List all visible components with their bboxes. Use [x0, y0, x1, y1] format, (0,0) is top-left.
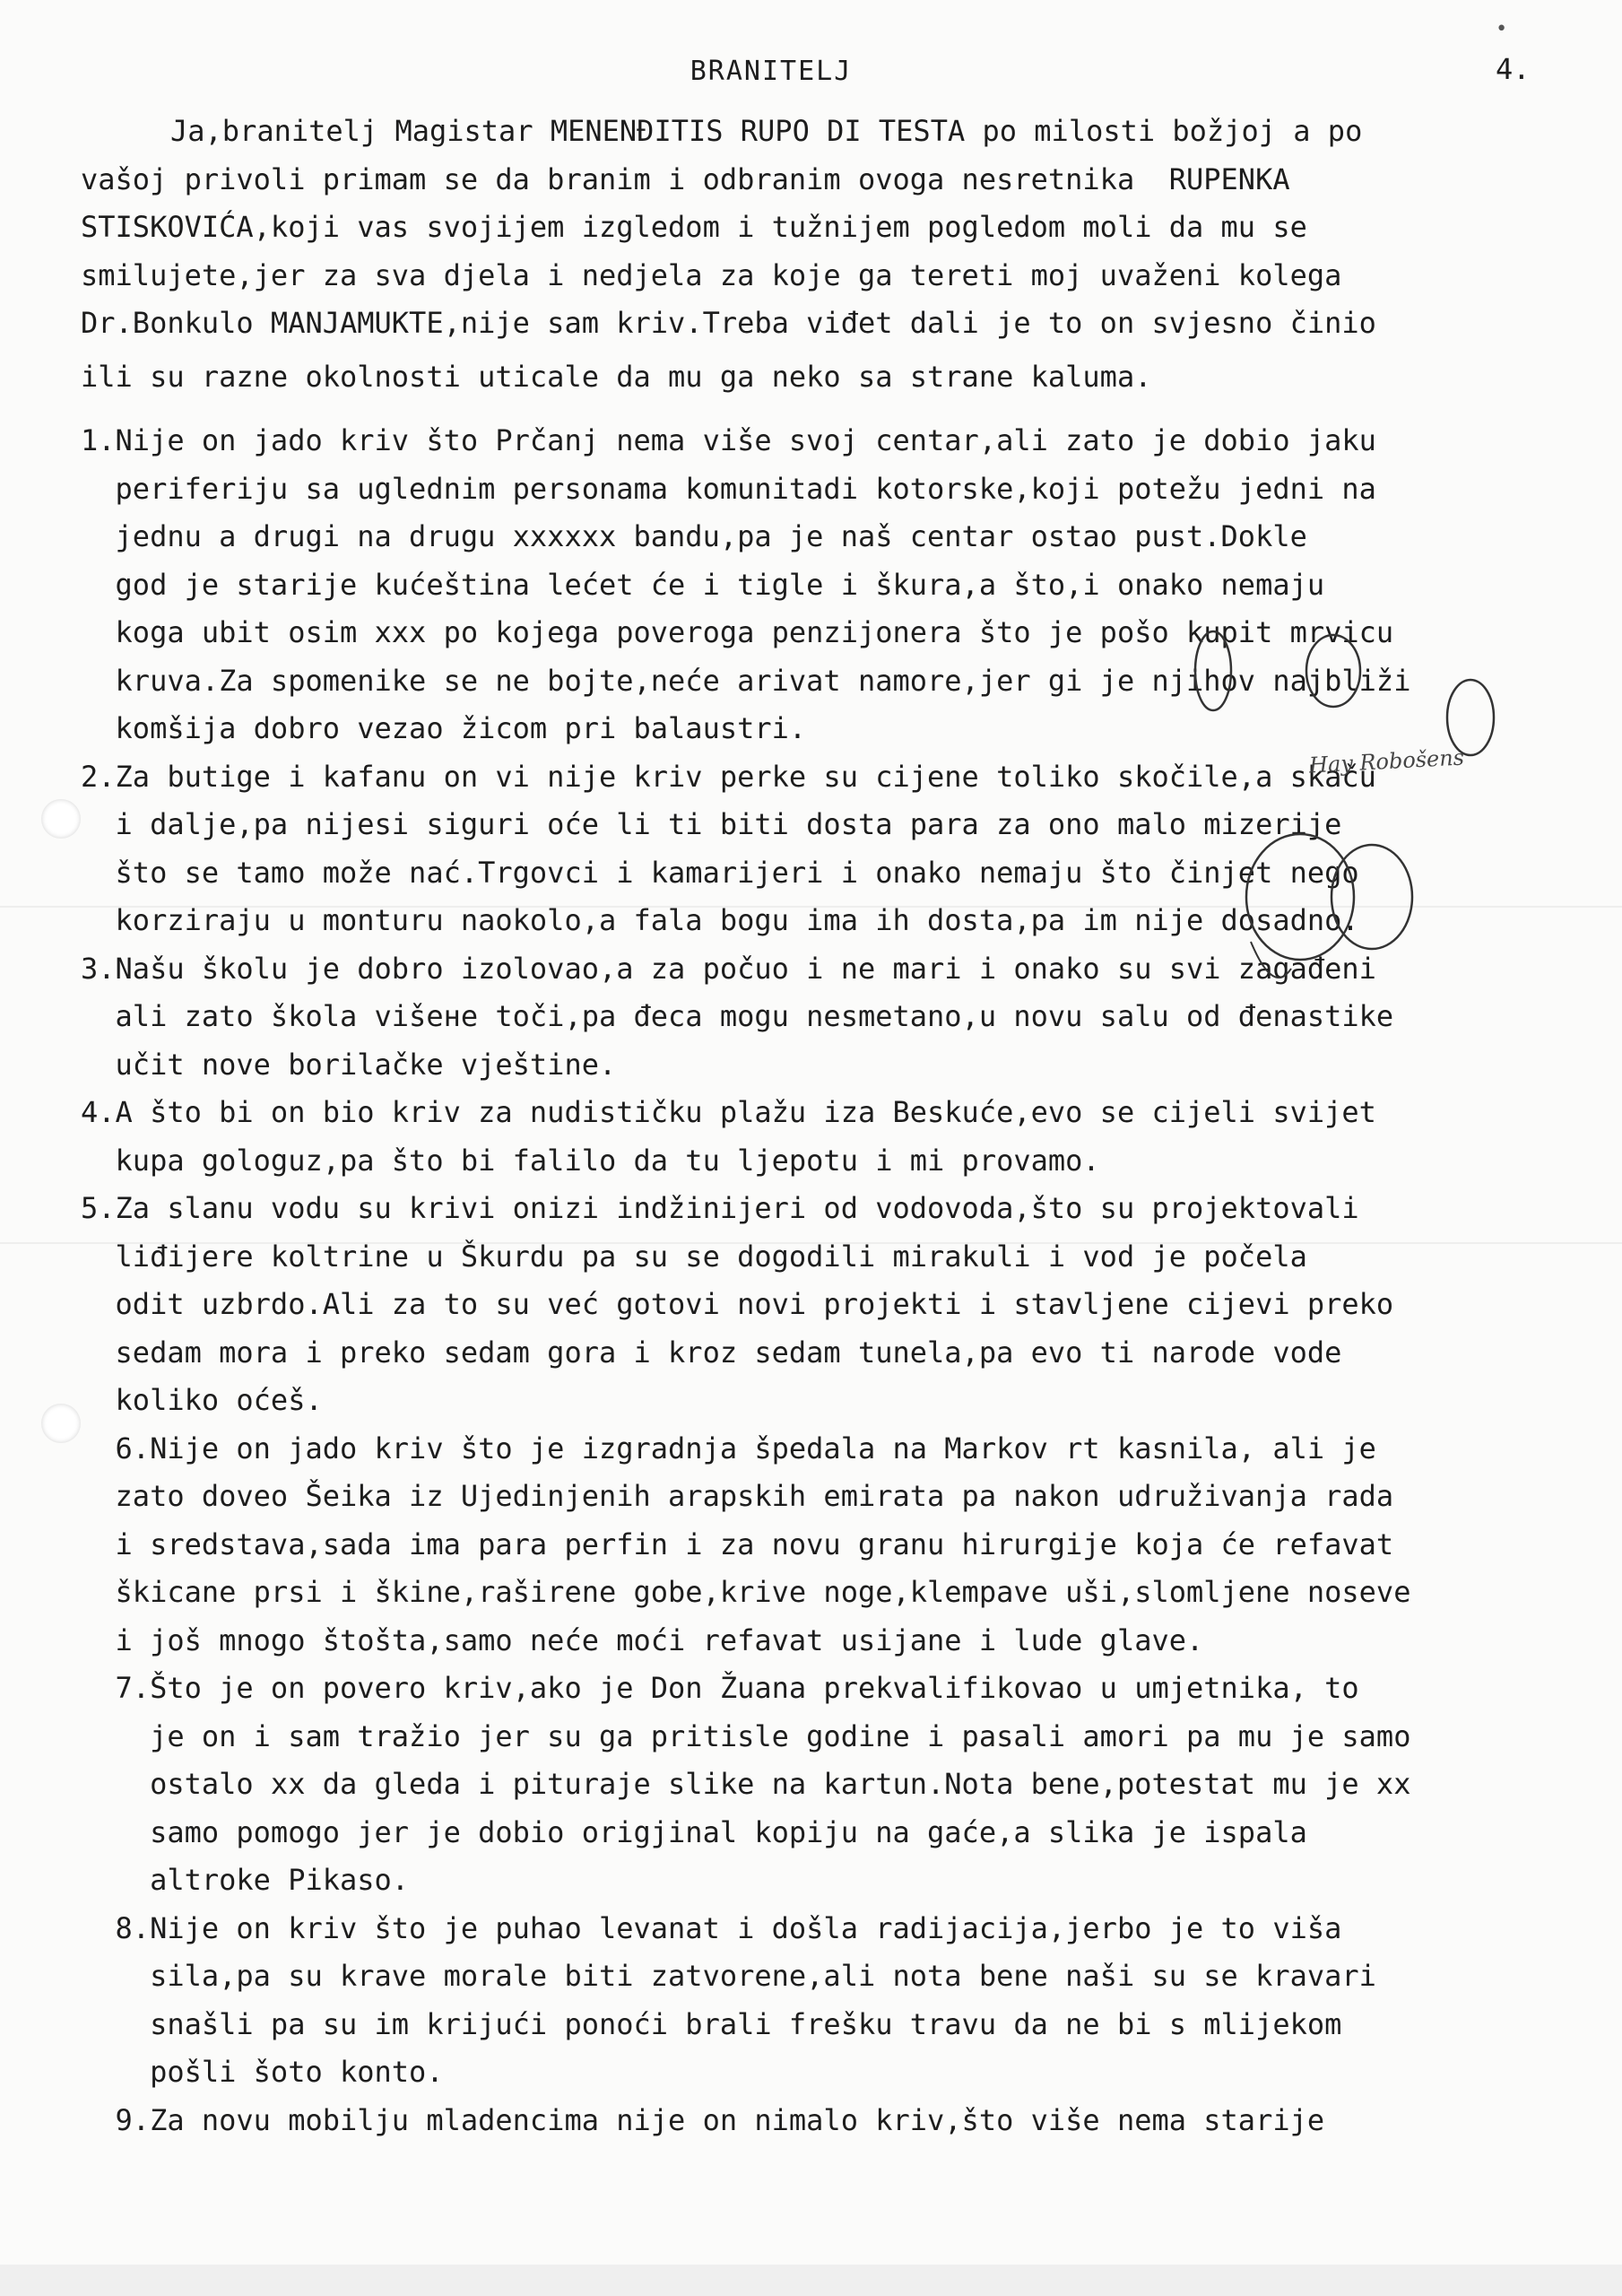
text-line: sila,pa su krave morale biti zatvorene,ali nota bene naši su se kravari: [81, 1959, 1376, 1993]
text-line: Ja,branitelj Magistar MENENĐITIS RUPO DI TESTA po milosti božjoj a po: [170, 114, 1363, 148]
text-line: god je starije kućeština lećet će i tigle i škura,a što,i onako nemaju: [81, 567, 1325, 602]
document-title: BRANITELJ: [690, 56, 853, 87]
text-line: i sredstava,sada ima para perfin i za novu granu hirurgije koja će refavat: [81, 1526, 1394, 1561]
document-body: [81, 108, 1605, 2144]
text-line: učit nove borilačke vještine.: [81, 1047, 617, 1082]
text-line: 7.Što je on povero kriv,ako je Don Žuana prekvalifikovao u umjetnika, to: [81, 1671, 1359, 1705]
text-line: vašoj privoli primam se da branim i odbranim ovoga nesretnika RUPENKA: [81, 161, 1290, 196]
numbered-point: [81, 417, 1605, 753]
text-line: pošli šoto konto.: [81, 2055, 444, 2089]
text-line: STISKOVIĆA,koji vas svojijem izgledom i tužnijem pogledom moli da mu se: [81, 210, 1307, 244]
text-line: liđijere koltrine u Škurdu pa su se dogodili mirakuli i vod je počela: [81, 1239, 1307, 1274]
text-line: kupa gologuz,pa što bi falilo da tu ljepotu i mi provamo.: [81, 1143, 1100, 1178]
text-line: komšija dobro vezao žicom pri balaustri.: [81, 711, 807, 745]
text-line: odit uzbrdo.Ali za to su već gotovi novi projekti i stavljene cijevi preko: [81, 1287, 1394, 1321]
text-line: 8.Nije on kriv što je puhao levanat i došla radijacija,jerbo je to viša: [81, 1910, 1342, 1945]
text-line: zato doveo Šeika iz Ujedinjenih arapskih emirata pa nakon udruživanja rada: [81, 1479, 1394, 1513]
punch-hole: [41, 799, 81, 839]
text-line: i dalje,pa nijesi siguri oće li ti biti dosta para za ono malo mizerije: [81, 807, 1342, 841]
text-line: 5.Za slanu vodu su krivi onizi indžinijeri od vodovoda,što su projektovali: [81, 1191, 1359, 1225]
text-line: 1.Nije on jado kriv što Prčanj nema više svoj centar,ali zato je dobio jaku: [81, 423, 1376, 457]
text-line: što se tamo može nać.Trgovci i kamarijeri i onako nemaju što činjet nego: [81, 855, 1359, 890]
text-line: ostalo xx da gleda i pituraje slike na kartun.Nota bene,potestat mu je xx: [81, 1767, 1411, 1801]
text-line: ili su razne okolnosti uticale da mu ga neko sa strane kaluma.: [81, 359, 1152, 394]
numbered-point: [81, 2097, 1605, 2145]
text-line: kruva.Za spomenike se ne bojte,neće arivat namore,jer gi je njihov najbliži: [81, 663, 1411, 698]
text-line: ali zato škola višeне toči,pa đeca mogu nesmetano,u novu salu od đenastike: [81, 999, 1394, 1033]
text-line: 6.Nije on jado kriv što je izgradnja špedala na Markov rt kasnila, ali je: [81, 1431, 1376, 1465]
text-line: samo pomogo jer je dobio origjinal kopiju na gaće,a slika je ispala: [81, 1814, 1307, 1849]
text-line: 4.A što bi on bio kriv za nudističku plažu iza Beskuće,evo se cijeli svijet: [81, 1095, 1376, 1129]
corner-mark: •: [1496, 18, 1508, 40]
handwritten-signature: Hay Robošens: [1308, 744, 1465, 778]
punch-hole: [41, 1404, 81, 1443]
numbered-point: [81, 1089, 1605, 1185]
numbered-point: [81, 1665, 1605, 1905]
numbered-point: [81, 1905, 1605, 2097]
text-line: periferiju sa uglednim personama komunitadi kotorske,koji potežu jedni na: [81, 471, 1376, 506]
text-line: smilujete,jer za sva djela i nedjela za koje ga tereti moj uvaženi kolega: [81, 257, 1342, 292]
text-line: škicane prsi i škine,raširene gobe,krive noge,klempave uši,slomljene noseve: [81, 1575, 1411, 1609]
text-line: Dr.Bonkulo MANJAMUKTE,nije sam kriv.Treba viđet dali je to on svjesno činio: [81, 306, 1376, 340]
text-line: snašli pa su im krijući ponoći brali frešku travu da ne bi s mlijekom: [81, 2006, 1342, 2041]
text-line: korziraju u monturu naokolo,a fala bogu ima ih dosta,pa im nije dosadno.: [81, 903, 1359, 937]
text-line: 2.Za butige i kafanu on vi nije kriv perke su cijene toliko skočile,a skaču: [81, 759, 1376, 794]
text-line: sedam mora i preko sedam gora i kroz sedam tunela,pa evo ti narode vode: [81, 1335, 1342, 1370]
numbered-point: [81, 945, 1605, 1090]
scan-margin: [0, 2265, 1622, 2296]
text-line: je on i sam tražio jer su ga pritisle godine i pasali amori pa mu je samo: [81, 1718, 1411, 1753]
text-line: 9.Za novu mobilju mladencima nije on nimalo kriv,što više nema starije: [81, 2102, 1325, 2137]
text-line: koliko oćeš.: [81, 1383, 323, 1417]
intro-paragraph: [81, 108, 1605, 401]
numbered-point: [81, 1425, 1605, 1665]
text-line: i još mnogo štošta,samo neće moći refavat usijane i lude glave.: [81, 1622, 1204, 1657]
numbered-point: [81, 1185, 1605, 1425]
text-line: altroke Pikaso.: [81, 1863, 410, 1897]
text-line: koga ubit osim xxx po kojega poveroga penzijonera što je pošo kupit mrvicu: [81, 615, 1394, 649]
page-number: 4.: [1496, 52, 1531, 86]
text-line: 3.Našu školu je dobro izolovao,a za počuo i ne mari i onako su svi zagađeni: [81, 951, 1376, 986]
numbered-points: [81, 417, 1605, 2144]
text-line: jednu a drugi na drugu xxxxxx bandu,pa je naš centar ostao pust.Dokle: [81, 519, 1307, 553]
numbered-point: [81, 753, 1605, 945]
